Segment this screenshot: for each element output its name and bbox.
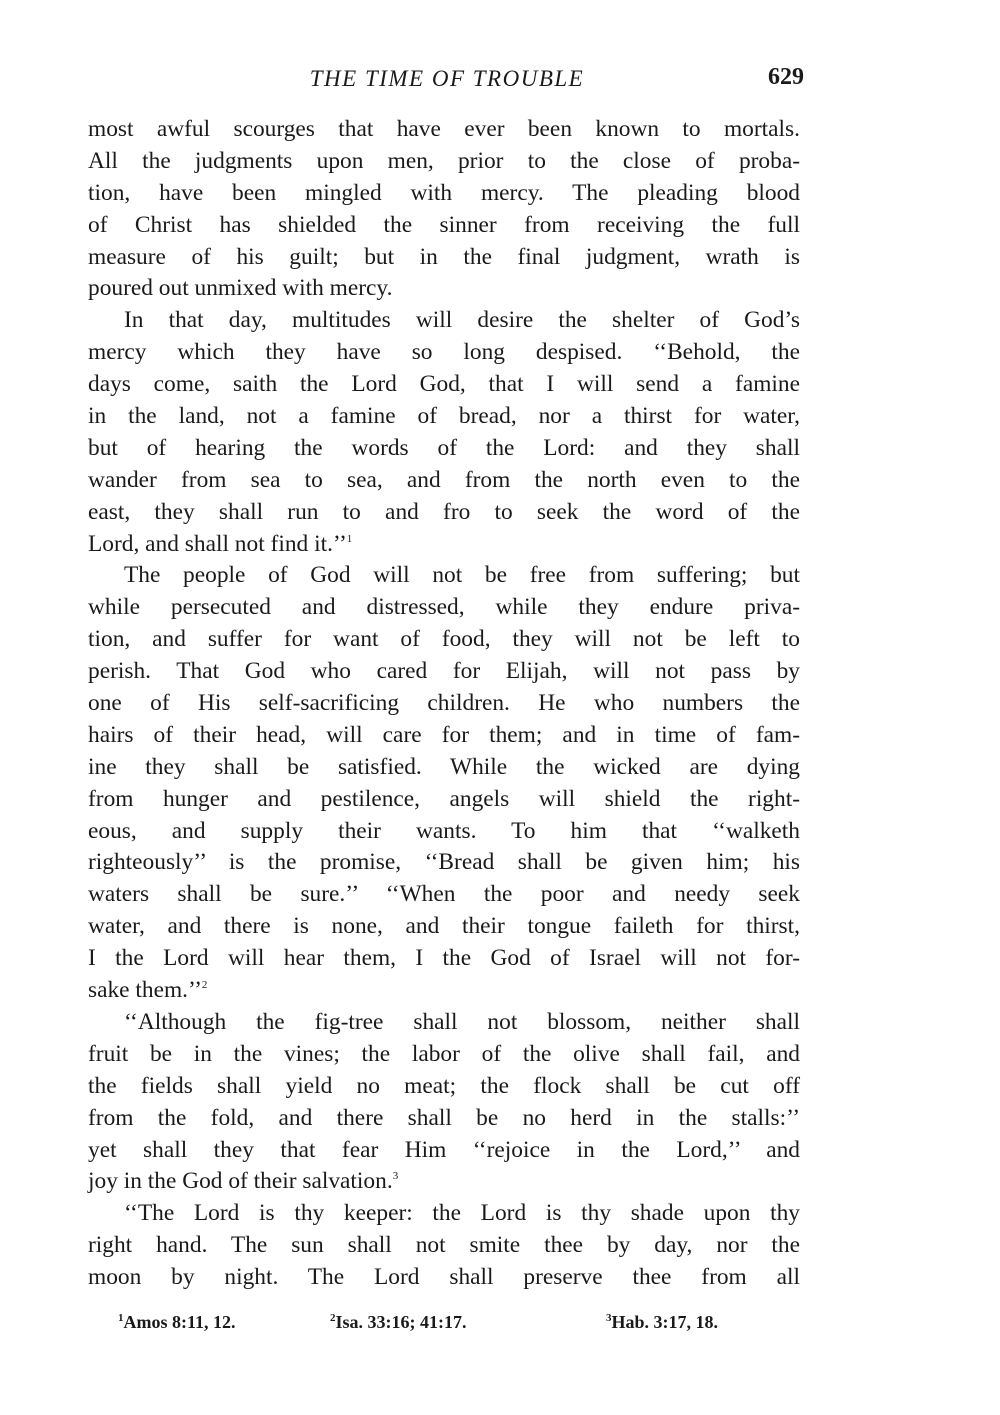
text-line bbox=[88, 210, 800, 242]
footnote-mark: 1 bbox=[118, 1312, 124, 1324]
page-number: 629 bbox=[768, 64, 804, 90]
footnote-reference: 3 bbox=[392, 1170, 399, 1183]
text-line-content: The people of God will not be free from suffering; but bbox=[124, 562, 800, 589]
text-line-content: Lord, and shall not find it.’’ bbox=[88, 530, 347, 557]
text-line-content: hairs of their head, will care for them; and in time of fam- bbox=[88, 721, 800, 748]
text-line bbox=[88, 465, 800, 497]
text-line-content: mercy which they have so long despised. ‘‘Behold, the bbox=[88, 339, 800, 366]
text-line bbox=[88, 401, 800, 433]
footnote-reference: 2 bbox=[201, 979, 208, 992]
text-line bbox=[88, 242, 800, 274]
text-line-content: waters shall be sure.’’ ‘‘When the poor and needy seek bbox=[88, 881, 800, 908]
text-line bbox=[88, 560, 800, 592]
text-line bbox=[88, 688, 800, 720]
text-line-content: perish. That God who cared for Elijah, will not pass by bbox=[88, 658, 800, 685]
text-line bbox=[88, 847, 800, 879]
footnote-text: Amos 8:11, 12. bbox=[123, 1312, 236, 1332]
text-line-content: from hunger and pestilence, angels will shield the right- bbox=[88, 785, 800, 812]
text-line bbox=[88, 592, 800, 624]
footnote-mark: 2 bbox=[330, 1312, 336, 1324]
text-line bbox=[88, 497, 800, 529]
text-line-content: sake them.’’ bbox=[88, 977, 202, 1004]
text-line bbox=[88, 1071, 800, 1103]
text-line bbox=[88, 433, 800, 465]
text-line bbox=[88, 752, 800, 784]
text-line bbox=[88, 1007, 800, 1039]
text-line bbox=[88, 879, 800, 911]
text-line-content: most awful scourges that have ever been known to mortals. bbox=[88, 116, 800, 142]
text-line-content: one of His self-sacrificing children. He who numbers the bbox=[88, 690, 800, 717]
text-line-content: water, and there is none, and their tongue faileth for thirst, bbox=[88, 913, 800, 940]
text-line-content: tion, and suffer for want of food, they will not be left to bbox=[88, 626, 800, 653]
text-line-content: I the Lord will hear them, I the God of Israel will not for- bbox=[88, 945, 800, 972]
text-line bbox=[88, 624, 800, 656]
footnote-reference: 1 bbox=[346, 532, 353, 545]
text-line bbox=[88, 178, 800, 210]
text-line-content: poured out unmixed with mercy. bbox=[88, 275, 393, 302]
text-line bbox=[88, 1166, 800, 1198]
text-line-content: of Christ has shielded the sinner from receiving the full bbox=[88, 211, 800, 238]
text-line-content: right hand. The sun shall not smite thee by day, nor the bbox=[88, 1232, 800, 1259]
text-line-content: from the fold, and there shall be no herd in the stalls:’’ bbox=[88, 1104, 800, 1131]
footnote-text: Hab. 3:17, 18. bbox=[611, 1312, 719, 1332]
text-line bbox=[88, 975, 800, 1007]
text-line-content: joy in the God of their salvation. bbox=[88, 1168, 393, 1195]
text-line-content: eous, and supply their wants. To him that ‘‘walketh bbox=[88, 817, 800, 844]
text-line-content: All the judgments upon men, prior to the close of proba- bbox=[88, 147, 800, 174]
text-line-content: the fields shall yield no meat; the flock shall be cut off bbox=[88, 1072, 800, 1099]
page-header bbox=[88, 62, 806, 98]
text-line-content: in the land, not a famine of bread, nor a thirst for water, bbox=[88, 403, 800, 430]
text-line bbox=[88, 273, 800, 305]
text-line bbox=[88, 369, 800, 401]
running-title: THE TIME OF TROUBLE bbox=[309, 66, 585, 91]
text-line bbox=[88, 1262, 800, 1294]
text-line-content: yet shall they that fear Him ‘‘rejoice in the Lord,’’ and bbox=[88, 1136, 800, 1163]
text-line-content: east, they shall run to and fro to seek the word of the bbox=[88, 498, 800, 525]
text-line-content: days come, saith the Lord God, that I will send a famine bbox=[88, 371, 800, 398]
text-line-content: but of hearing the words of the Lord: and they shall bbox=[88, 434, 800, 461]
text-line-content: righteously’’ is the promise, ‘‘Bread shall be given him; his bbox=[88, 849, 800, 876]
text-line-content: wander from sea to sea, and from the north even to the bbox=[88, 466, 800, 493]
text-line-content: moon by night. The Lord shall preserve thee from all bbox=[88, 1264, 800, 1291]
text-line bbox=[88, 529, 800, 561]
text-line-content: ine they shall be satisfied. While the wicked are dying bbox=[88, 753, 800, 780]
text-line-content: ‘‘Although the fig-tree shall not blossom, neither shall bbox=[124, 1008, 800, 1035]
text-line bbox=[88, 943, 800, 975]
footnote-mark: 3 bbox=[606, 1312, 612, 1324]
footnote-text: Isa. 33:16; 41:17. bbox=[335, 1312, 467, 1332]
text-line bbox=[88, 816, 800, 848]
footnote bbox=[118, 1312, 236, 1333]
text-line-content: measure of his guilt; but in the final judgment, wrath is bbox=[88, 243, 800, 270]
text-line bbox=[88, 1230, 800, 1262]
body-text bbox=[88, 114, 800, 1294]
text-line bbox=[88, 337, 800, 369]
text-line bbox=[88, 146, 800, 178]
text-line bbox=[88, 911, 800, 943]
footnote bbox=[606, 1312, 718, 1333]
text-line bbox=[88, 114, 800, 146]
text-line-content: ‘‘The Lord is thy keeper: the Lord is thy shade upon thy bbox=[124, 1200, 800, 1227]
footnote bbox=[330, 1312, 467, 1333]
text-line bbox=[88, 1198, 800, 1230]
text-line-content: fruit be in the vines; the labor of the olive shall fail, and bbox=[88, 1040, 800, 1067]
text-line bbox=[88, 656, 800, 688]
text-line bbox=[88, 305, 800, 337]
text-line bbox=[88, 1103, 800, 1135]
text-line bbox=[88, 1039, 800, 1071]
text-line bbox=[88, 720, 800, 752]
text-line-content: In that day, multitudes will desire the shelter of God’s bbox=[124, 307, 800, 334]
text-line-content: while persecuted and distressed, while they endure priva- bbox=[88, 594, 800, 621]
text-line-content: tion, have been mingled with mercy. The pleading blood bbox=[88, 179, 800, 206]
text-line bbox=[88, 784, 800, 816]
text-line bbox=[88, 1135, 800, 1167]
